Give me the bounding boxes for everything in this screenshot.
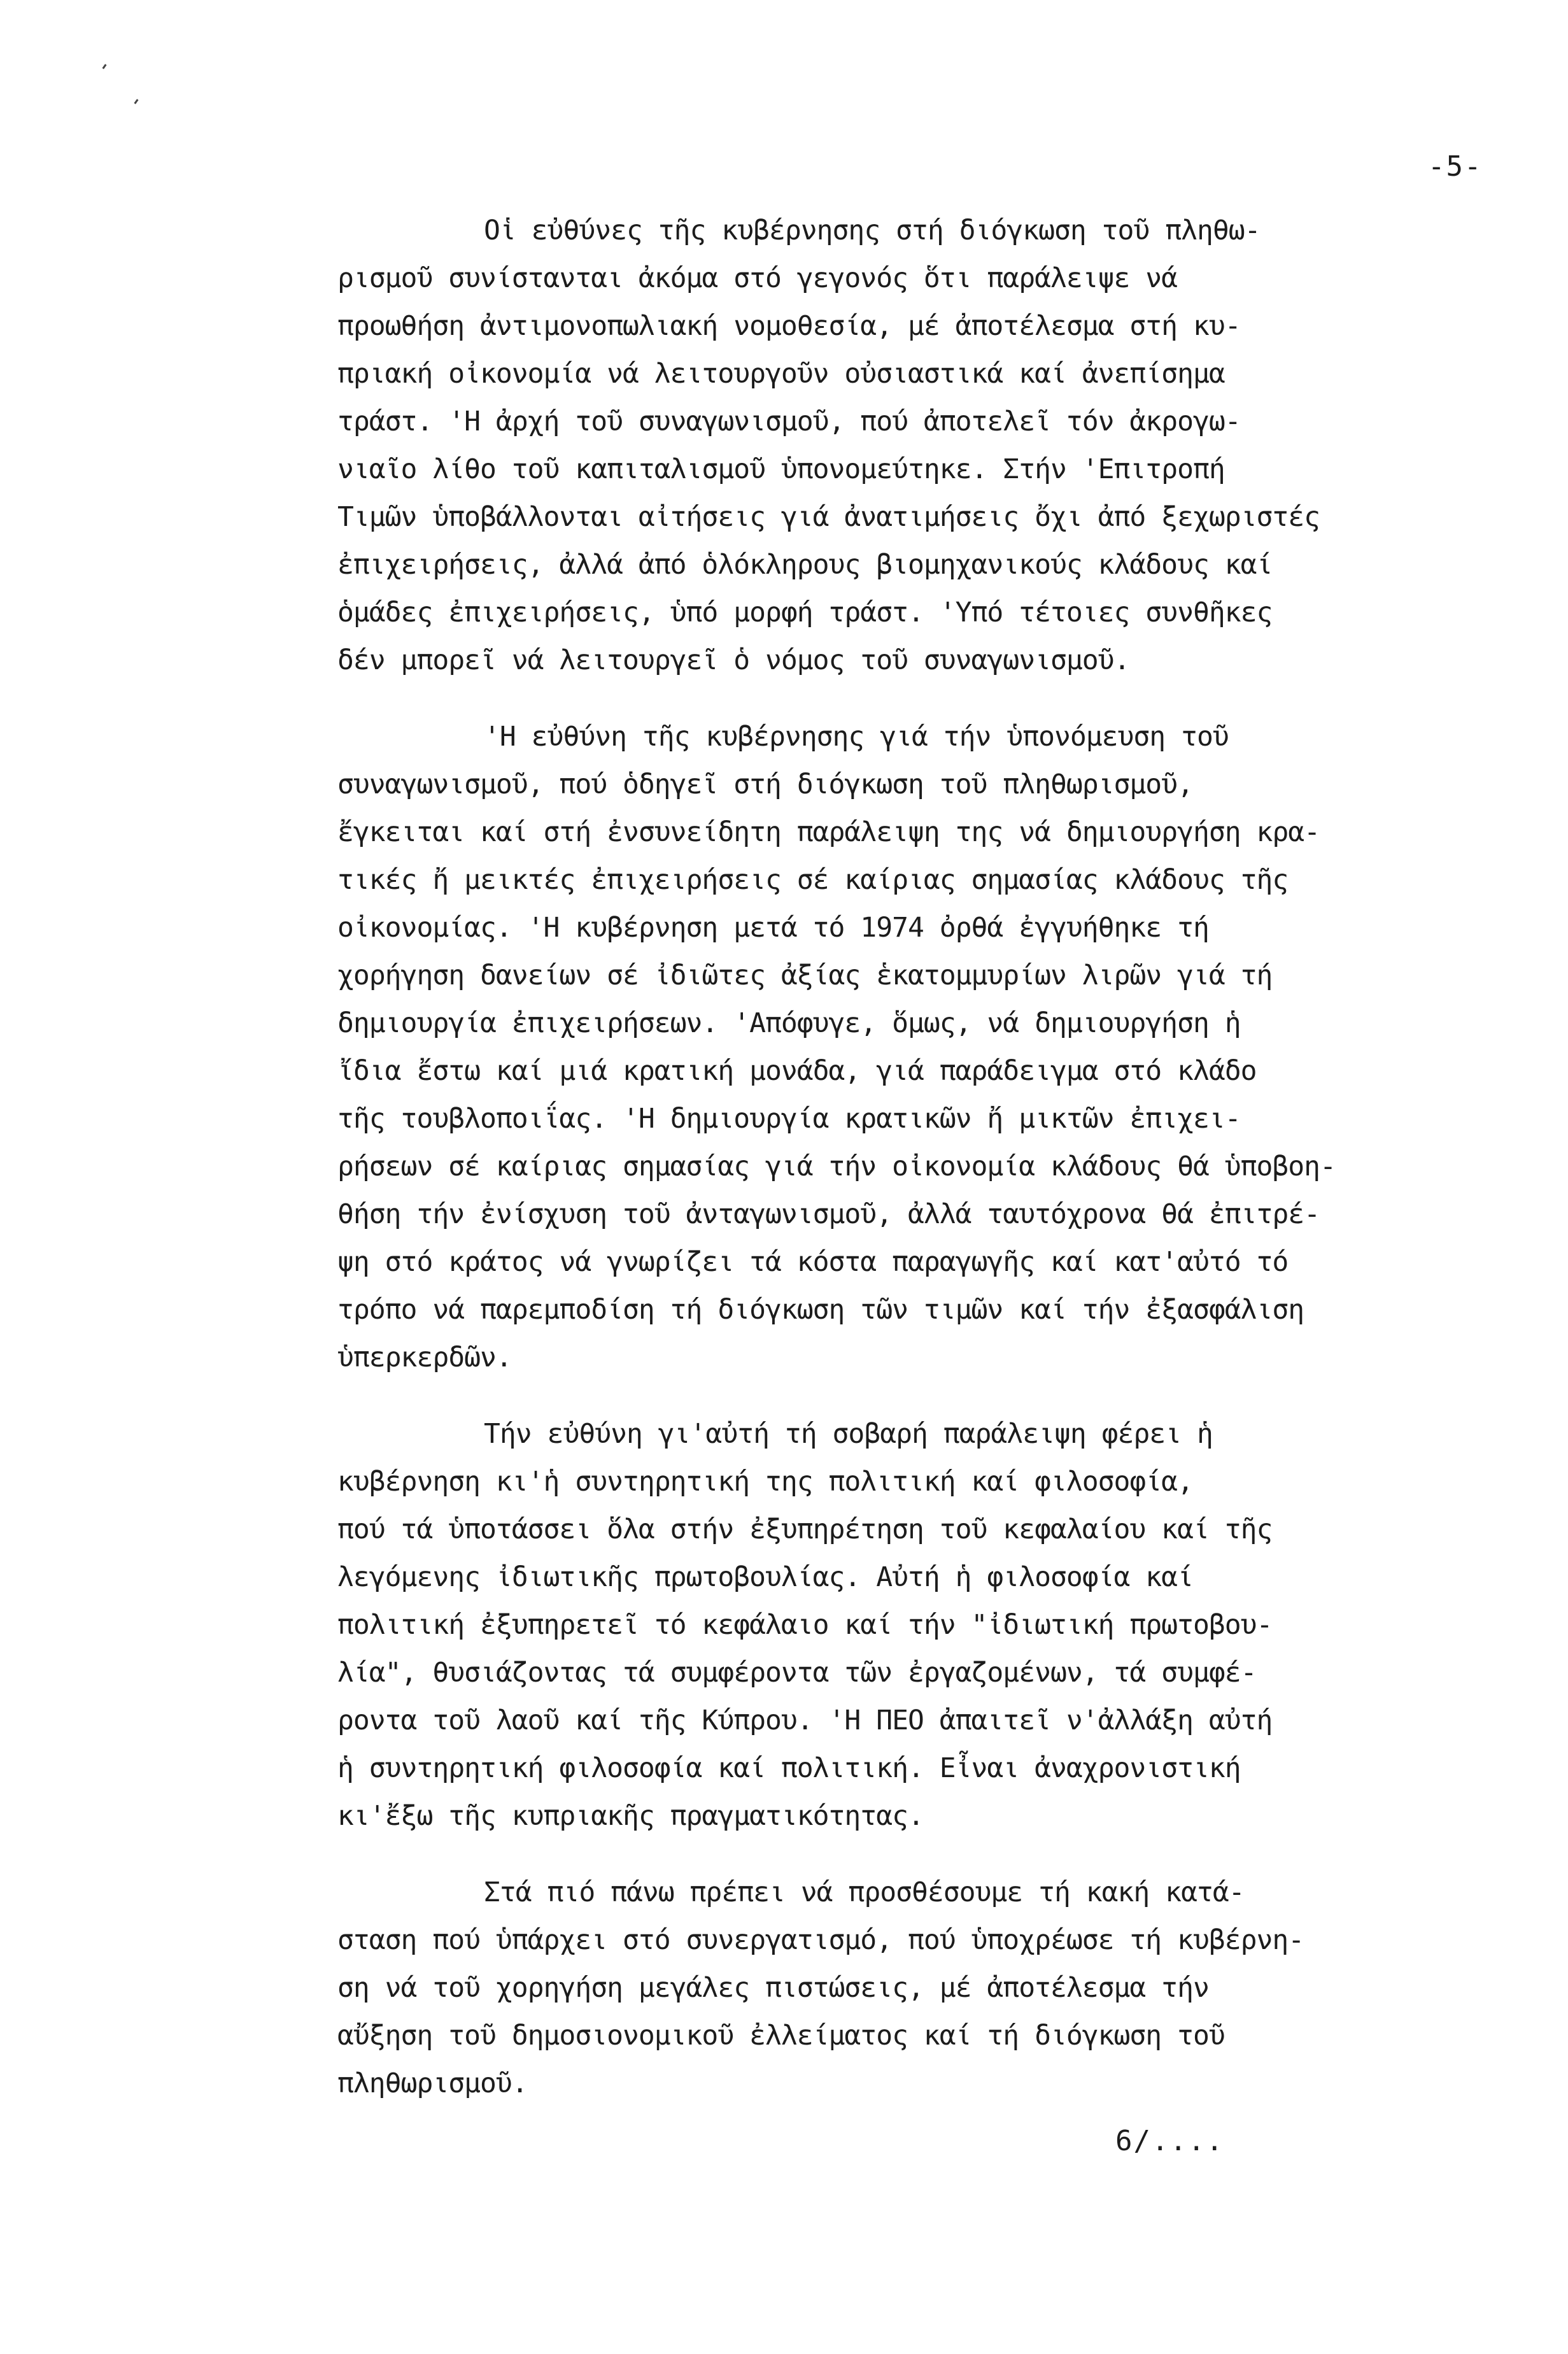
page-number: -5- bbox=[1428, 150, 1483, 183]
paragraph-2 bbox=[337, 713, 1547, 1382]
text-line: κι'ἔξω τῆς κυπριακῆς πραγματικότητας. bbox=[337, 1800, 924, 1832]
text-line: αὔξηση τοῦ δημοσιονομικοῦ ἐλλείματος καί τή διόγκωση τοῦ bbox=[337, 2020, 1225, 2052]
text-line: πληθωρισμοῦ. bbox=[337, 2067, 528, 2099]
text-line: τρόπο νά παρεμποδίση τή διόγκωση τῶν τιμῶν καί τήν ἐξασφάλιση bbox=[337, 1294, 1304, 1326]
continuation-marker: 6/.... bbox=[1115, 2125, 1224, 2157]
text-line: σταση πού ὑπάρχει στό συνεργατισμό, πού ὑποχρέωσε τή κυβέρνη- bbox=[337, 1924, 1304, 1956]
text-line: πριακή οἰκονομία νά λειτουργοῦν οὐσιαστικά καί ἀνεπίσημα bbox=[337, 358, 1225, 390]
scan-mark-top-left bbox=[102, 64, 106, 69]
text-line: προωθήση ἀντιμονοπωλιακή νομοθεσία, μέ ἀποτέλεσμα στή κυ- bbox=[337, 310, 1241, 342]
paragraph-3 bbox=[337, 1410, 1547, 1840]
text-line: συναγωνισμοῦ, πού ὁδηγεῖ στή διόγκωση τοῦ πληθωρισμοῦ, bbox=[337, 769, 1193, 800]
text-line: ρήσεων σέ καίριας σημασίας γιά τήν οἰκονομία κλάδους θά ὑποβοη- bbox=[337, 1151, 1336, 1182]
text-line: ροντα τοῦ λαοῦ καί τῆς Κύπρου. 'Η ΠΕΟ ἀπαιτεῖ ν'ἀλλάξη αὐτή bbox=[337, 1705, 1273, 1736]
text-line: τράστ. 'Η ἀρχή τοῦ συναγωνισμοῦ, πού ἀποτελεῖ τόν ἀκρογω- bbox=[337, 406, 1241, 437]
document-body bbox=[337, 207, 1547, 2108]
text-line: δημιουργία ἐπιχειρήσεων. 'Απόφυγε, ὅμως, νά δημιουργήση ἡ bbox=[337, 1007, 1241, 1039]
text-line: θήση τήν ἐνίσχυση τοῦ ἀνταγωνισμοῦ, ἀλλά ταυτόχρονα θά ἐπιτρέ- bbox=[337, 1198, 1320, 1230]
text-line: 'Η εὐθύνη τῆς κυβέρνησης γιά τήν ὑπονόμευση τοῦ bbox=[484, 721, 1229, 753]
text-line: ὁμάδες ἐπιχειρήσεις, ὑπό μορφή τράστ. 'Υπό τέτοιες συνθῆκες bbox=[337, 597, 1273, 628]
text-line: ψη στό κράτος νά γνωρίζει τά κόστα παραγωγῆς καί κατ'αὐτό τό bbox=[337, 1246, 1289, 1278]
text-line: νιαῖο λίθο τοῦ καπιταλισμοῦ ὑπονομεύτηκε. Στήν 'Επιτροπή bbox=[337, 453, 1225, 485]
text-line: ρισμοῦ συνίστανται ἀκόμα στό γεγονός ὅτι παράλειψε νά bbox=[337, 262, 1178, 294]
text-line: κυβέρνηση κι'ἡ συντηρητική της πολιτική καί φιλοσοφία, bbox=[337, 1466, 1193, 1498]
scan-mark-top-left-lower bbox=[134, 99, 138, 104]
text-line: Οἱ εὐθύνες τῆς κυβέρνησης στή διόγκωση τοῦ πληθω- bbox=[484, 215, 1261, 246]
paragraph-4 bbox=[337, 1869, 1547, 2108]
text-line: ση νά τοῦ χορηγήση μεγάλες πιστώσεις, μέ ἀποτέλεσμα τήν bbox=[337, 1972, 1209, 2004]
text-line: Τιμῶν ὑποβάλλονται αἰτήσεις γιά ἀνατιμήσεις ὄχι ἀπό ξεχωριστές bbox=[337, 501, 1320, 533]
text-line: λία", θυσιάζοντας τά συμφέροντα τῶν ἐργαζομένων, τά συμφέ- bbox=[337, 1657, 1257, 1689]
text-line: ὑπερκερδῶν. bbox=[337, 1342, 512, 1373]
text-line: ἔγκειται καί στή ἐνσυνείδητη παράλειψη της νά δημιουργήση κρα- bbox=[337, 816, 1320, 848]
text-line: οἰκονομίας. 'Η κυβέρνηση μετά τό 1974 ὀρθά ἐγγυήθηκε τή bbox=[337, 912, 1209, 944]
text-line: πολιτική ἐξυπηρετεῖ τό κεφάλαιο καί τήν "ἰδιωτική πρωτοβου- bbox=[337, 1609, 1273, 1641]
text-line: τῆς τουβλοποιΐας. 'Η δημιουργία κρατικῶν ἤ μικτῶν ἐπιχει- bbox=[337, 1103, 1241, 1135]
text-line: Τήν εὐθύνη γι'αὐτή τή σοβαρή παράλειψη φέρει ἡ bbox=[484, 1418, 1213, 1450]
text-line: δέν μπορεῖ νά λειτουργεῖ ὁ νόμος τοῦ συναγωνισμοῦ. bbox=[337, 644, 1130, 676]
text-line: ἡ συντηρητική φιλοσοφία καί πολιτική. Εἶναι ἀναχρονιστική bbox=[337, 1752, 1241, 1784]
text-line: ἴδια ἔστω καί μιά κρατική μονάδα, γιά παράδειγμα στό κλάδο bbox=[337, 1055, 1257, 1087]
text-line: ἐπιχειρήσεις, ἀλλά ἀπό ὁλόκληρους βιομηχανικούς κλάδους καί bbox=[337, 549, 1273, 581]
text-line: λεγόμενης ἰδιωτικῆς πρωτοβουλίας. Αὐτή ἡ φιλοσοφία καί bbox=[337, 1561, 1193, 1593]
text-line: τικές ἤ μεικτές ἐπιχειρήσεις σέ καίριας σημασίας κλάδους τῆς bbox=[337, 864, 1289, 896]
paragraph-1 bbox=[337, 207, 1547, 684]
text-line: πού τά ὑποτάσσει ὅλα στήν ἐξυπηρέτηση τοῦ κεφαλαίου καί τῆς bbox=[337, 1514, 1273, 1545]
text-line: χορήγηση δανείων σέ ἰδιῶτες ἀξίας ἑκατομμυρίων λιρῶν γιά τή bbox=[337, 960, 1273, 991]
text-line: Στά πιό πάνω πρέπει νά προσθέσουμε τή κακή κατά- bbox=[484, 1876, 1245, 1908]
